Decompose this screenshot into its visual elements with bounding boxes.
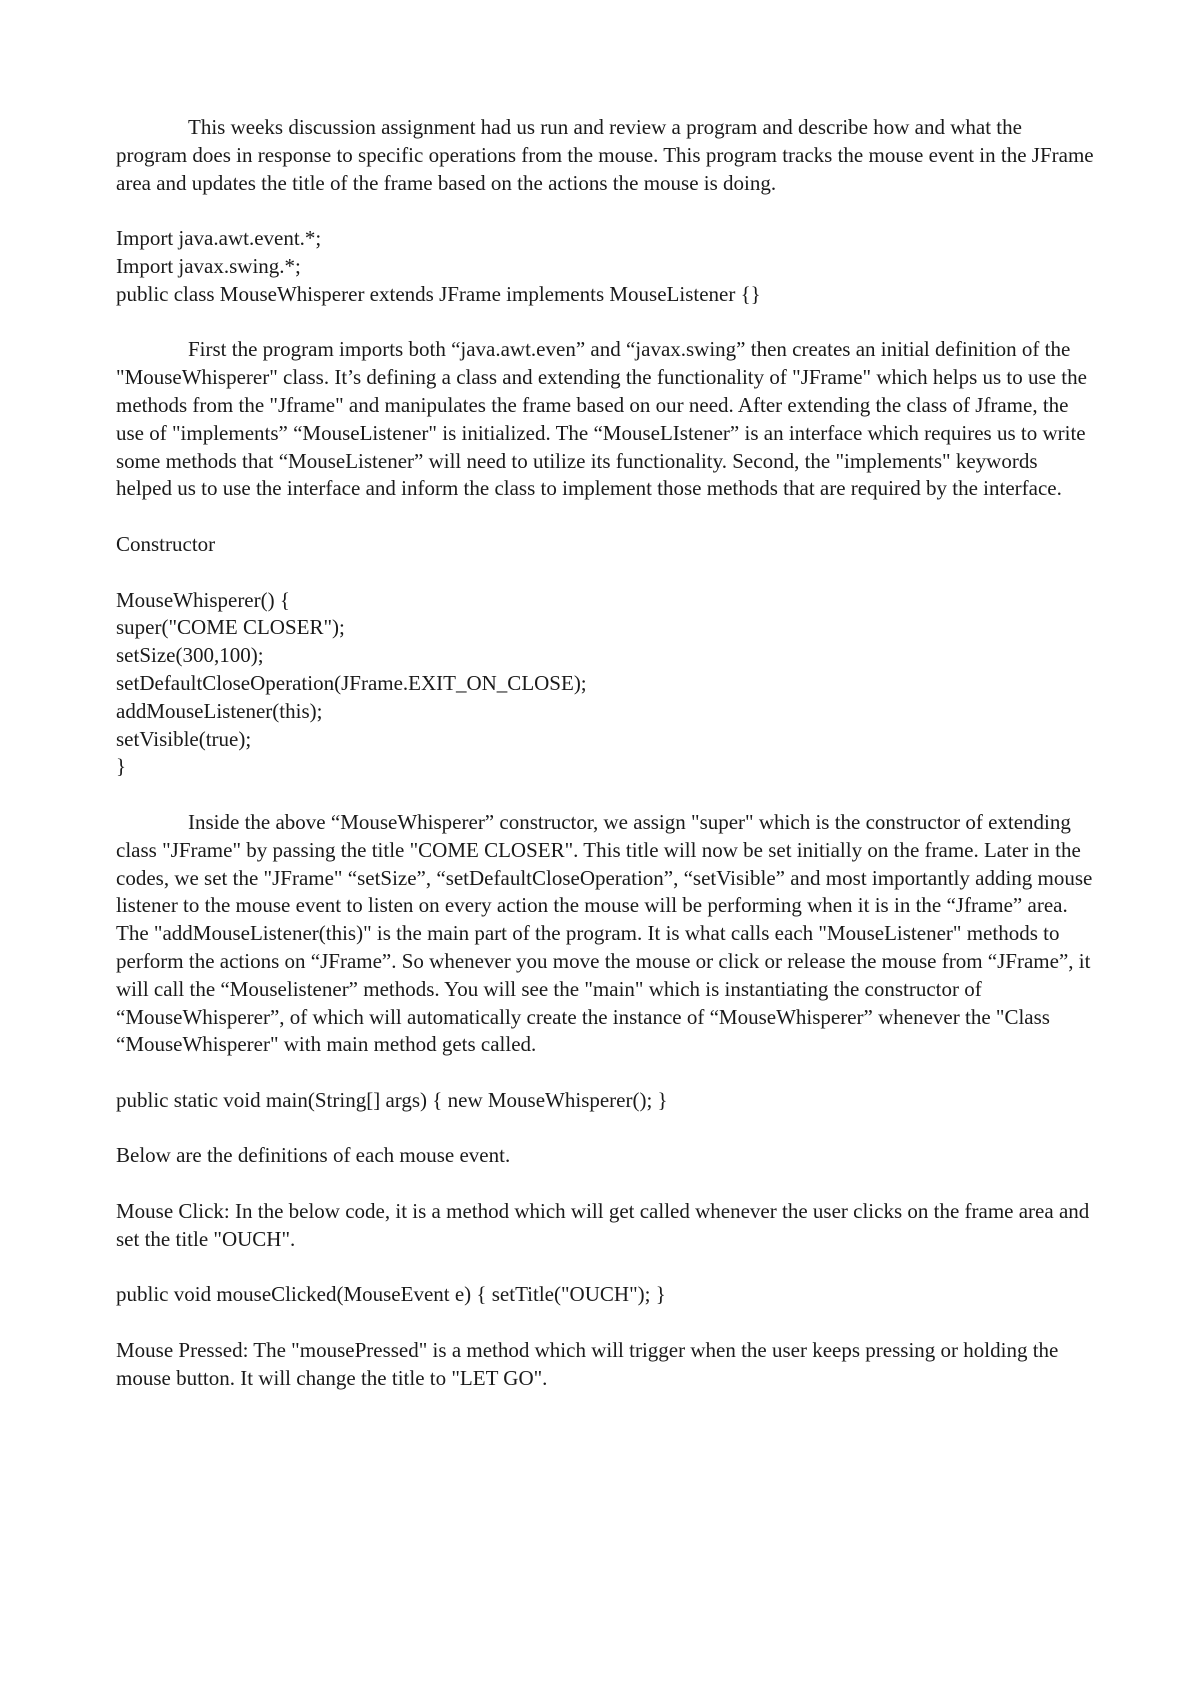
document-page [116, 114, 1096, 1420]
code-line: setSize(300,100); [116, 643, 264, 668]
code-line: } [116, 754, 127, 779]
code-line: public class MouseWhisperer extends JFrame implements MouseListener {} [116, 281, 761, 306]
code-line: setVisible(true); [116, 726, 252, 751]
code-line: setDefaultCloseOperation(JFrame.EXIT_ON_CLOSE); [116, 670, 587, 695]
code-line: Import javax.swing.*; [116, 253, 301, 278]
constructor-heading: Constructor [116, 531, 216, 556]
mouse-pressed-paragraph: Mouse Pressed: The "mousePressed" is a method which will trigger when the user keeps pressing or holding the mouse button. It will change the title to "LET GO". [116, 1338, 1059, 1390]
mouse-events-intro: Below are the definitions of each mouse event. [116, 1143, 511, 1168]
constructor-code-block [116, 587, 1096, 782]
code-line: Import java.awt.event.*; [116, 226, 322, 251]
imports-code-block [116, 225, 1096, 308]
constructor-explanation-paragraph: Inside the above “MouseWhisperer” constructor, we assign "super" which is the constructor of extending class "JFrame" by passing the title "COME CLOSER". This title will now be set initially on the frame. Later in the codes, we set the "JFrame" “setSize”, “setDefaultCloseOperation”, “setVisible” and most importantly adding mouse listener to the mouse event to listen on every action the mouse will be performing when it is in the “Jframe” area. The "addMouseListener(this)" is the main part of the program. It is what calls each "MouseListener" methods to perform the actions on “JFrame”. So whenever you move the mouse or click or release the mouse from “JFrame”, it will call the “Mouselistener” methods. You will see the "main" which is instantiating the constructor of “MouseWhisperer”, of which will automatically create the instance of “MouseWhisperer” whenever the "Class “MouseWhisperer" with main method gets called. [116, 809, 1093, 1057]
mouse-click-paragraph: Mouse Click: In the below code, it is a method which will get called whenever the user clicks on the frame area and set the title "OUCH". [116, 1199, 1090, 1251]
mouse-clicked-code: public void mouseClicked(MouseEvent e) { setTitle("OUCH"); } [116, 1282, 666, 1307]
code-line: addMouseListener(this); [116, 698, 323, 723]
code-line: super("COME CLOSER"); [116, 615, 345, 640]
class-explanation-paragraph: First the program imports both “java.awt.even” and “javax.swing” then creates an initial definition of the "MouseWhisperer" class. It’s defining a class and extending the functionality of "JFrame" which helps us to use the methods from the "Jframe" and manipulates the frame based on our need. After extending the class of Jframe, the use of "implements” “MouseListener" is initialized. The “MouseLIstener” is an interface which requires us to write some methods that “MouseListener” will need to utilize its functionality. Second, the "implements" keywords helped us to use the interface and inform the class to implement those methods that are required by the interface. [116, 337, 1087, 501]
intro-paragraph: This weeks discussion assignment had us run and review a program and describe how and what the program does in response to specific operations from the mouse. This program tracks the mouse event in the JFrame area and updates the title of the frame based on the actions the mouse is doing. [116, 115, 1094, 195]
code-line: MouseWhisperer() { [116, 587, 290, 612]
main-method-code: public static void main(String[] args) { new MouseWhisperer(); } [116, 1087, 668, 1112]
